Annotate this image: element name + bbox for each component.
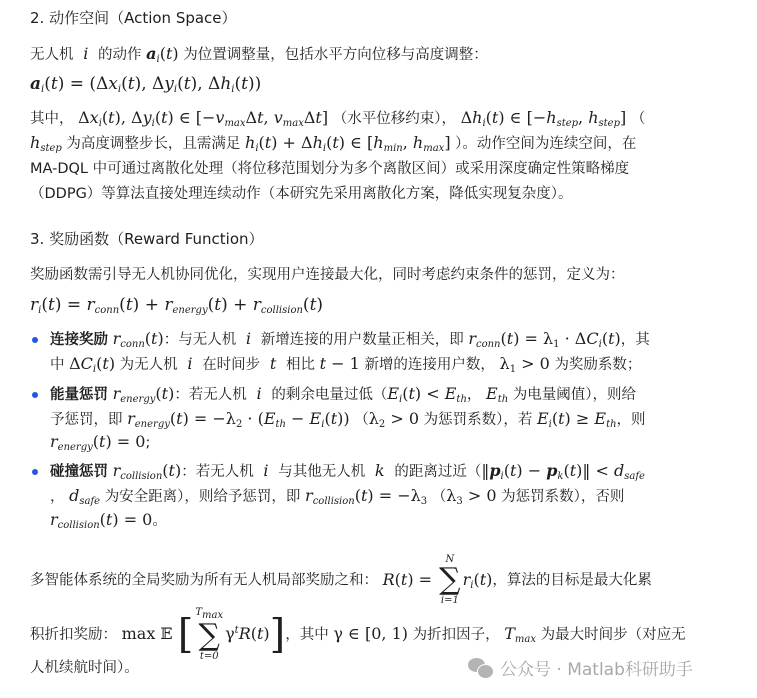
math: i xyxy=(251,384,267,403)
text: 的距离过近（ xyxy=(394,464,482,480)
math-xy-constraint: $\Delta x_i(t)$, $\Delta y_i(t)$ ∈ [$-v_{max}\Delta t$, $v_{max}\Delta t$] xyxy=(78,108,329,129)
text: （ xyxy=(431,489,447,505)
math: γ ∈ [0, 1) xyxy=(333,624,408,643)
bullet-title: 能量惩罚 xyxy=(50,387,108,403)
section-2-para-line-4: （DDPG）等算法直接处理连续动作（本研究先采用离散化方案，降低实现复杂度）。 xyxy=(30,186,573,202)
text: ，算法的目标是最大化累 xyxy=(492,572,652,589)
text: ，其 xyxy=(620,332,650,348)
text: ：若无人机 xyxy=(181,464,254,480)
math-hstep: $h_{step}$ xyxy=(30,133,62,154)
text: ; xyxy=(145,435,151,451)
math: $E_i(t) \ge E_{th}$ xyxy=(536,409,617,430)
text: 中 xyxy=(50,357,65,373)
math-height-bound: $h_i(t) + \Delta h_i(t)$ ∈ [$h_{min}$, $h_{max}$] xyxy=(245,133,451,154)
math: i xyxy=(240,329,257,348)
section-2-intro xyxy=(30,44,488,70)
math: k xyxy=(369,461,390,480)
bullet-collision-line-3 xyxy=(50,510,167,536)
text: 的动作 xyxy=(98,47,142,63)
math: i xyxy=(258,461,274,480)
text: ：与无人机 xyxy=(163,332,237,348)
text: 其中， xyxy=(30,111,74,127)
section-2-heading: 2. 动作空间（Action Space） xyxy=(30,9,237,27)
text: 多智能体系统的全局奖励为所有无人机局部奖励之和： xyxy=(30,572,378,589)
text: ， xyxy=(50,489,65,505)
bullet-collision-line-1 xyxy=(50,461,645,487)
text: 新增的连接用户数， xyxy=(364,357,495,373)
watermark xyxy=(468,655,693,680)
text: 在时间步 xyxy=(202,357,261,373)
global-reward-line-2 xyxy=(30,607,686,662)
text: 为最大时间步（对应无 xyxy=(540,627,686,643)
section-3-heading: 3. 奖励函数（Reward Function） xyxy=(30,230,264,248)
text: ，其中 xyxy=(285,627,329,643)
math: $T_{max}$ xyxy=(504,624,536,645)
text: ，则 xyxy=(616,412,646,428)
text: （ xyxy=(630,111,646,127)
section-2-para-line-1 xyxy=(30,108,645,134)
bullet-dot xyxy=(32,469,38,475)
math-h-constraint: $\Delta h_i(t)$ ∈ [$-h_{step}$, $h_{step}$] xyxy=(460,108,627,129)
math: $\Delta C_i(t)$ xyxy=(69,354,116,375)
text: 无人机 xyxy=(30,47,74,63)
math-action: $a_i(t)$ xyxy=(146,44,179,65)
text: 为电量阈值），则给 xyxy=(512,387,637,403)
math: $r_{energy}(t) = 0$ xyxy=(50,432,146,453)
section-2-para-line-2 xyxy=(30,133,636,159)
math: $\lambda_1 > 0$ xyxy=(499,354,550,375)
math: $r_{collision}(t) = 0$ xyxy=(50,510,153,531)
bullet-collision-line-2 xyxy=(50,486,624,512)
math: $\lambda_3 > 0$ xyxy=(446,486,497,507)
global-reward-line-1 xyxy=(30,554,652,606)
text: 为惩罚系数），否则 xyxy=(501,489,625,505)
math-global-reward: R(t) = N ∑ i=1 $r_i(t)$ xyxy=(382,554,493,606)
reward-formula: $r_i(t) = r_{conn}(t) + r_{energy}(t) + r_{collision}(t)$ xyxy=(30,295,324,316)
text: 的剩余电量过低（ xyxy=(271,387,388,403)
text: 与其他无人机 xyxy=(278,464,366,480)
math: $\lambda_2 > 0$ xyxy=(368,409,419,430)
text: 予惩罚，即 xyxy=(50,412,123,428)
text: 积折扣奖励： xyxy=(30,627,117,643)
sum-symbol: N ∑ i=1 xyxy=(439,554,461,606)
text: 。 xyxy=(152,513,167,529)
bullet-title: 连接奖励 xyxy=(50,332,108,348)
math: $r_{conn}(t)$ xyxy=(112,329,164,350)
text: ：若无人机 xyxy=(174,387,247,403)
global-reward-line-3: 人机续航时间）。 xyxy=(30,660,139,676)
section-3-intro: 奖励函数需引导无人机协同优化，实现用户连接最大化，同时考虑约束条件的惩罚，定义为： xyxy=(30,267,625,283)
text: 为惩罚系数），若 xyxy=(423,412,533,428)
text: 为无人机 xyxy=(119,357,178,373)
math-var-i: i xyxy=(78,44,94,63)
bullet-title: 碰撞惩罚 xyxy=(50,464,108,480)
math: t − 1 xyxy=(319,354,360,373)
math: i xyxy=(182,354,198,373)
text: 新增连接的用户数量正相关，即 xyxy=(260,332,464,348)
bullet-connection-line-1 xyxy=(50,329,650,355)
math: $d_{safe}$ xyxy=(69,486,101,507)
math: $r_{energy}(t)$ xyxy=(112,384,175,405)
wechat-icon xyxy=(468,658,494,678)
bullet-energy-line-1 xyxy=(50,384,636,410)
bullet-dot xyxy=(32,392,38,398)
math: t xyxy=(264,354,282,373)
math: $E_i(t) < E_{th}$ xyxy=(387,384,467,405)
text: 为位置调整量，包括水平方向位移与高度调整： xyxy=(183,47,488,63)
sum-symbol: $T_{max}$ ∑ t=0 xyxy=(195,607,224,662)
bullet-energy-line-3 xyxy=(50,432,150,458)
text: ）。动作空间为连续空间，在 xyxy=(455,136,637,152)
text: （ xyxy=(354,412,369,428)
text: 相比 xyxy=(286,357,316,373)
watermark-text: 公众号 · Matlab科研助手 xyxy=(500,660,693,680)
section-2-para-line-3: MA-DQL 中可通过离散化处理（将位移范围划分为多个离散区间）或采用深度确定性策略梯度 xyxy=(30,161,630,177)
math: $r_{collision}(t)$ xyxy=(112,461,182,482)
bullet-connection-line-2 xyxy=(50,354,641,380)
math: $r_{conn}(t) = \lambda_1 \cdot \Delta C_i(t)$ xyxy=(468,329,621,350)
text: 为奖励系数； xyxy=(554,357,642,373)
action-formula: $a_i(t) = (\Delta x_i(t)$, $\Delta y_i(t)$, $\Delta h_i(t)$) xyxy=(30,74,262,95)
math-objective: max 𝔼 [ $T_{max}$ ∑ t=0 $\gamma^tR(t)$] xyxy=(121,607,286,662)
math: $E_{th}$ xyxy=(486,384,509,405)
text: 为折扣因子， xyxy=(412,627,500,643)
text: 为安全距离），则给予惩罚，即 xyxy=(104,489,301,505)
text: （水平位移约束）， xyxy=(332,111,456,127)
text: 为高度调整步长，且需满足 xyxy=(66,136,241,152)
math: $r_{energy}(t) = -\lambda_2 \cdot (E_{th} - E_i(t))$ xyxy=(127,409,350,430)
text: ， xyxy=(466,387,482,403)
math: $‖p_i(t)$ − $p_k(t)‖ < d_{safe}$ xyxy=(481,461,645,482)
math: $r_{collision}(t) = -\lambda_3$ xyxy=(305,486,428,507)
bullet-dot xyxy=(32,337,38,343)
